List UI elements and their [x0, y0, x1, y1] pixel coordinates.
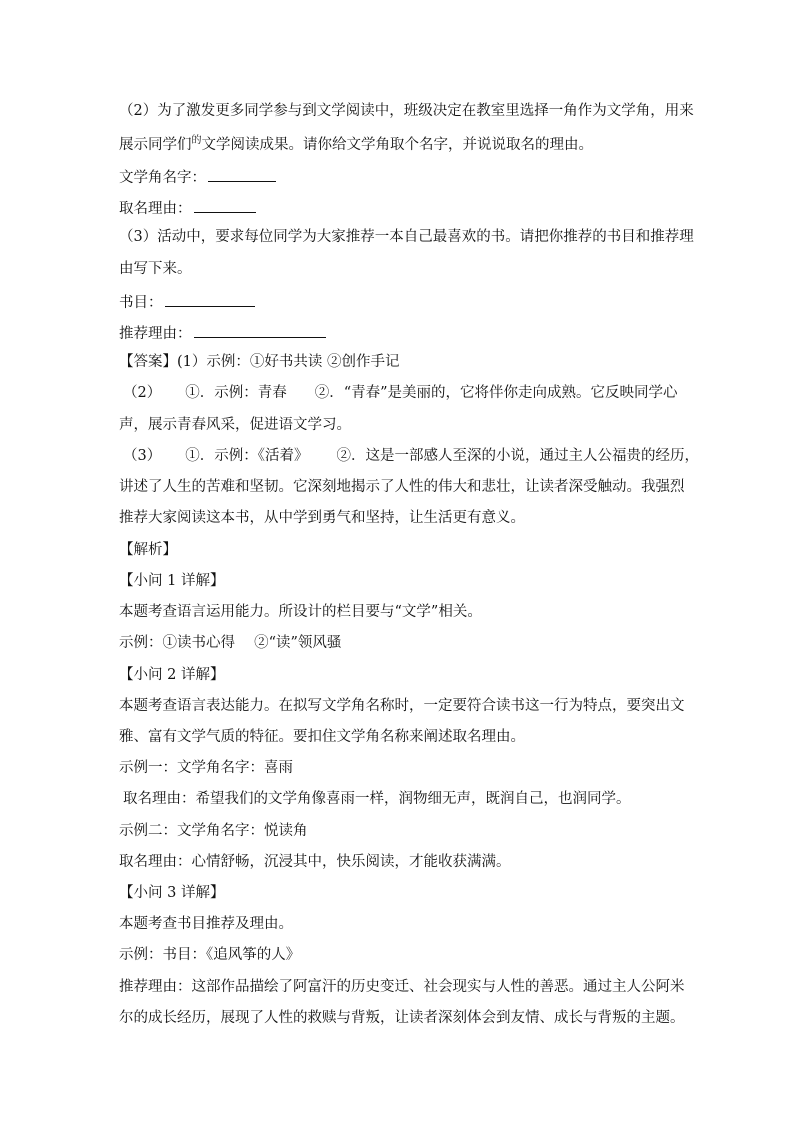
- recommend-reason-blank[interactable]: [194, 324, 326, 338]
- reason-answer-blank[interactable]: [194, 199, 256, 213]
- answer-1-text: (1）示例：①好书共读 ②创作手记: [177, 354, 400, 370]
- analysis-heading: 【解析】: [119, 542, 177, 558]
- answer-line-2: [123, 386, 678, 401]
- answer-2-continuation: 声，展示青春风采，促进语文学习。: [119, 417, 351, 433]
- recommend-reason-line: [119, 324, 326, 342]
- answer-line-1: [119, 355, 400, 370]
- sub-question-2-example-2-reason: 取名理由：心情舒畅，沉浸其中，快乐阅读，才能收获满满。: [119, 854, 511, 870]
- sub-question-1-text: 本题考查语言运用能力。所设计的栏目要与“文学”相关。: [119, 604, 482, 620]
- sub-question-2-example-2-name: 示例二：文学角名字：悦读角: [119, 823, 308, 839]
- sub-question-3-reason-2: 尔的成长经历，展现了人性的救赎与背叛，让读者深刻体会到友情、成长与背叛的主题。: [119, 1010, 685, 1026]
- sub-question-2-example-1-name: 示例一：文学角名字：喜雨: [119, 760, 293, 776]
- sub-question-3-example: 示例：书目：《追风筝的人》: [119, 947, 301, 963]
- sub-question-2-example-1-reason: 取名理由：希望我们的文学角像喜雨一样，润物细无声，既润自己，也润同学。: [123, 791, 631, 807]
- answer-heading: 【答案】: [119, 354, 177, 370]
- sub-question-2-text-1: 本题考查语言表达能力。在拟写文学角名称时，一定要符合读书这一行为特点，要突出文: [119, 698, 685, 714]
- book-title-line: [119, 293, 255, 311]
- answer-line-3: [123, 449, 699, 464]
- answer-2-part-1: ①．示例：青春: [185, 385, 287, 401]
- q3-line-2: 由写下来。: [119, 261, 192, 277]
- answer-3-part-1: ①．示例：《活着》: [185, 448, 309, 464]
- book-title-blank[interactable]: [165, 293, 255, 307]
- name-answer-blank[interactable]: [208, 168, 276, 182]
- recommend-reason-label: 推荐理由：: [119, 326, 192, 342]
- sub-question-3-text: 本题考查书目推荐及理由。: [119, 916, 293, 932]
- sub-question-1-heading: 【小问 1 详解】: [119, 573, 225, 589]
- answer-3-number: （3）: [123, 448, 162, 464]
- q2-line-2-part-a: 展示同学们: [119, 137, 192, 153]
- literary-corner-name-label: 文学角名字：: [119, 170, 206, 186]
- sub-question-2-heading: 【小问 2 详解】: [119, 667, 225, 683]
- q2-line-1: （2）为了激发更多同学参与到文学阅读中，班级决定在教室里选择一角作为文学角，用来: [119, 103, 694, 119]
- naming-reason-line: [119, 199, 256, 217]
- q3-line-1: （3）活动中，要求每位同学为大家推荐一本自己最喜欢的书。请把你推荐的书目和推荐理: [119, 229, 694, 245]
- literary-corner-name-line: [119, 168, 276, 186]
- answer-2-number: （2）: [123, 385, 162, 401]
- sub-question-1-example: 示例：①读书心得 ②“读”领风骚: [119, 635, 342, 651]
- answer-3-continuation-1: 讲述了人生的苦难和坚韧。它深刻地揭示了人性的伟大和悲壮，让读者深受触动。我强烈: [119, 479, 685, 495]
- sub-question-3-reason-1: 推荐理由：这部作品描绘了阿富汗的历史变迁、社会现实与人性的善恶。通过主人公阿米: [119, 979, 685, 995]
- q2-line-2-part-b: 文学阅读成果。请你给文学角取个名字，并说说取名的理由。: [201, 137, 593, 153]
- answer-3-part-2: ②．这是一部感人至深的小说，通过主人公福贵的经历，: [336, 448, 699, 464]
- sub-question-3-heading: 【小问 3 详解】: [119, 885, 225, 901]
- book-title-label: 书目：: [119, 295, 163, 311]
- answer-2-part-2: ②．“青春”是美丽的，它将伴你走向成熟。它反映同学心: [314, 385, 678, 401]
- naming-reason-label: 取名理由：: [119, 201, 192, 217]
- sub-question-2-text-2: 雅、富有文学气质的特征。要扣住文学角名称来阐述取名理由。: [119, 729, 525, 745]
- answer-3-continuation-2: 推荐大家阅读这本书，从中学到勇气和坚持，让生活更有意义。: [119, 510, 525, 526]
- q2-line-2-superscript: 的: [191, 135, 202, 146]
- q2-line-2: [119, 135, 593, 153]
